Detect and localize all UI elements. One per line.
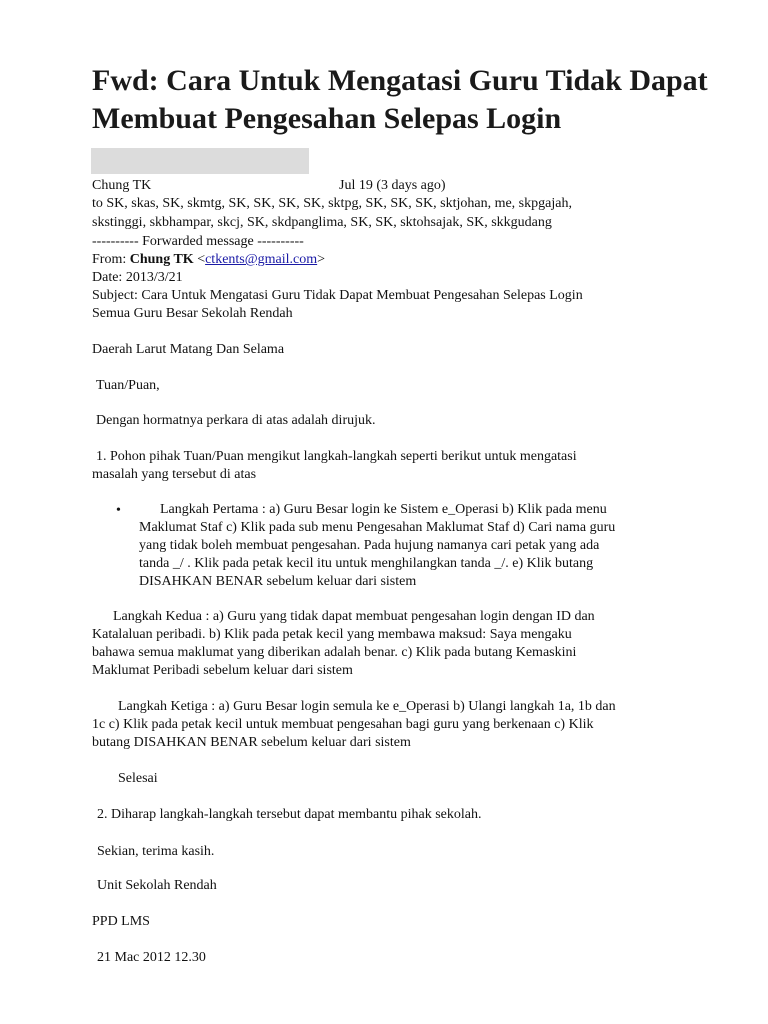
step2-line: Langkah Kedua : a) Guru yang tidak dapat membuat pengesahan login dengan ID dan xyxy=(113,609,595,624)
step2-line: Maklumat Peribadi sebelum keluar dari sistem xyxy=(92,663,353,678)
district-line: Daerah Larut Matang Dan Selama xyxy=(92,342,285,357)
subject-line: Subject: Cara Untuk Mengatasi Guru Tidak Dapat Membuat Pengesahan Selepas Login xyxy=(92,288,583,303)
step1-line: yang tidak boleh membuat pengesahan. Pada hujung namanya cari petak yang ada xyxy=(139,538,600,553)
email-close: > xyxy=(317,252,326,267)
from-line xyxy=(92,251,325,269)
signed-date-line: 21 Mac 2012 12.30 xyxy=(97,950,206,965)
date-line: Date: 2013/3/21 xyxy=(92,270,183,285)
sent-date: Jul 19 (3 days ago) xyxy=(339,178,446,193)
step3-line: 1c c) Klik pada petak kecil untuk membuat pengesahan bagi guru yang berkenaan c) Klik xyxy=(92,717,594,732)
step1-line: Maklumat Staf c) Klik pada sub menu Pengesahan Maklumat Staf d) Cari nama guru xyxy=(139,520,616,535)
bullet-icon: • xyxy=(116,503,121,518)
point1-line2: masalah yang tersebut di atas xyxy=(92,467,257,482)
unit-line: Unit Sekolah Rendah xyxy=(97,878,217,893)
from-email-link[interactable]: ctkents@gmail.com xyxy=(205,252,318,267)
step1-line: Langkah Pertama : a) Guru Besar login ke Sistem e_Operasi b) Klik pada menu xyxy=(160,502,607,517)
forward-separator: ---------- Forwarded message ---------- xyxy=(92,234,304,249)
redacted-bar xyxy=(91,148,309,174)
intro-paragraph: Dengan hormatnya perkara di atas adalah dirujuk. xyxy=(96,413,376,428)
salutation: Tuan/Puan, xyxy=(96,378,160,393)
email-open: < xyxy=(197,252,206,267)
from-label: From: xyxy=(92,252,127,267)
step2-line: Katalaluan peribadi. b) Klik pada petak kecil yang membawa maksud: Saya mengaku xyxy=(92,627,572,642)
done-line: Selesai xyxy=(118,771,158,786)
step3-line: Langkah Ketiga : a) Guru Besar login semula ke e_Operasi b) Ulangi langkah 1a, 1b dan xyxy=(118,699,616,714)
point1-line1: 1. Pohon pihak Tuan/Puan mengikut langkah-langkah seperti berikut untuk mengatasi xyxy=(96,449,577,464)
step1-line: DISAHKAN BENAR sebelum keluar dari sistem xyxy=(139,574,417,589)
from-name: Chung TK xyxy=(129,252,194,267)
step3-line: butang DISAHKAN BENAR sebelum keluar dari sistem xyxy=(92,735,411,750)
closing-line: Sekian, terima kasih. xyxy=(97,844,215,859)
step1-line: tanda _/ . Klik pada petak kecil itu untuk menghilangkan tanda _/. e) Klik butang xyxy=(139,556,594,571)
office-line: PPD LMS xyxy=(92,914,150,929)
recipient-line: Semua Guru Besar Sekolah Rendah xyxy=(92,306,293,321)
point2-line: 2. Diharap langkah-langkah tersebut dapat membantu pihak sekolah. xyxy=(97,807,482,822)
to-line-1: to SK, skas, SK, skmtg, SK, SK, SK, SK, sktpg, SK, SK, SK, sktjohan, me, skpgajah, xyxy=(92,196,572,211)
step2-line: bahawa semua maklumat yang diberikan adalah benar. c) Klik pada butang Kemaskini xyxy=(92,645,577,660)
page-title: Fwd: Cara Untuk Mengatasi Guru Tidak Dapat Membuat Pengesahan Selepas Login xyxy=(92,64,708,135)
to-line-2: skstinggi, skbhampar, skcj, SK, skdpanglima, SK, SK, sktohsajak, SK, skkgudang xyxy=(92,215,552,230)
sender-name: Chung TK xyxy=(92,178,152,193)
